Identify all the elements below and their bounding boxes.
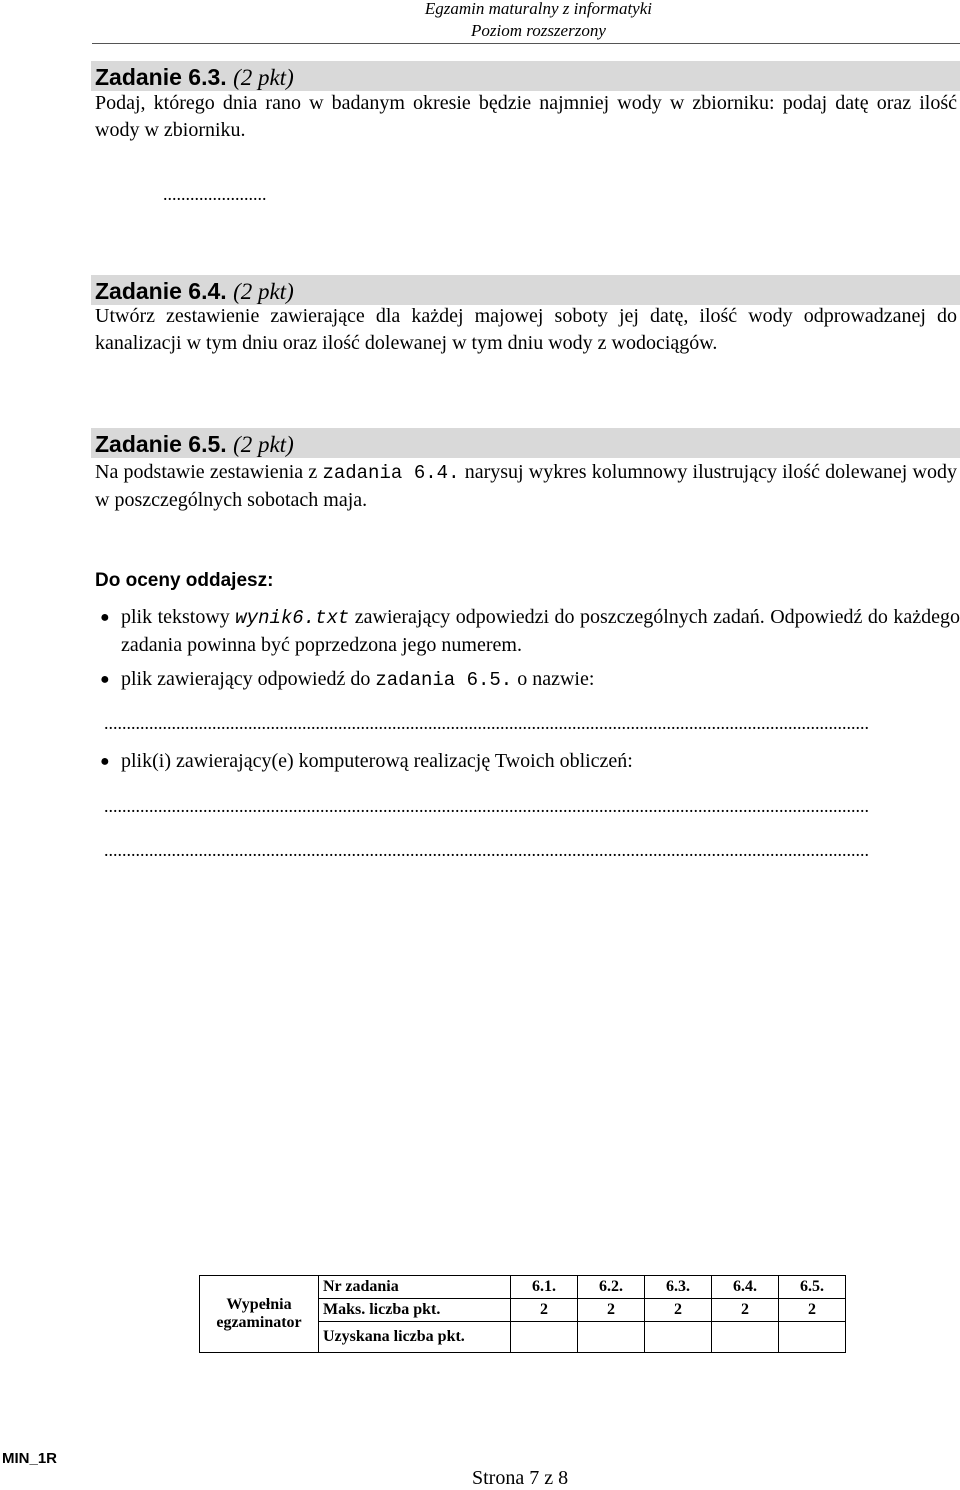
task-6-3-answer-line: ....................... [163,184,267,204]
task-number-label: Nr zadania [319,1276,511,1299]
task-6-3-heading [91,61,960,91]
bullet-icon: ● [100,671,110,688]
obtained-points-label: Uzyskana liczba pkt. [319,1322,511,1353]
page-number: Strona 7 z 8 [472,1467,569,1489]
task-number-cell: 6.2. [578,1276,645,1299]
task-6-3-text: Podaj, którego dnia rano w badanym okresie będzie najmniej wody w zbiorniku: podaj datę oraz ilość wody w zbiorniku. [95,92,957,141]
header-divider [92,43,960,44]
obtained-points-cell[interactable] [779,1322,846,1353]
task-number-cell: 6.5. [779,1276,846,1299]
task-6-5-points: (2 pkt) [233,432,294,457]
obtained-points-cell[interactable] [712,1322,779,1353]
task-6-4-points: (2 pkt) [233,279,294,304]
examiner-label: Wypełnia egzaminator [200,1276,319,1353]
exam-code: MIN_1R [2,1450,58,1467]
obtained-points-cell[interactable] [645,1322,712,1353]
task-6-3-points: (2 pkt) [233,65,294,90]
max-points-cell: 2 [712,1299,779,1322]
obtained-points-cell[interactable] [578,1322,645,1353]
examiner-score-table [199,1275,846,1353]
max-points-cell: 2 [779,1299,846,1322]
results-filename: wynik6.txt [235,607,350,629]
exam-level: Poziom rozszerzony [470,21,606,40]
task-6-4-text: Utwórz zestawienie zawierające dla każdej majowej soboty jej datę, ilość wody odprowadzanej do kanalizacji w tym dniu oraz ilość dolewanej w tym dniu wody z wodociągów. [95,305,957,354]
exam-title: Egzamin maturalny z informatyki [424,0,652,18]
task-6-5-code-ref: zadania 6.4. [322,462,460,484]
submission-heading: Do oceny oddajesz: [95,570,274,591]
task-number-cell: 6.1. [511,1276,578,1299]
bullet-icon: ● [100,609,110,626]
max-points-cell: 2 [645,1299,712,1322]
computation-filename-line-1: .......................................................................................................................................................................... [104,796,869,816]
obtained-points-cell[interactable] [511,1322,578,1353]
max-points-cell: 2 [578,1299,645,1322]
task-6-5-text-end: narysuj wykres kolumnowy ilustrujący ilość dolewanej wody w poszczególnych sobotach maja. [95,461,958,511]
task-6-5-title: Zadanie 6.5. [95,431,227,457]
computation-filename-line-2: .......................................................................................................................................................................... [104,840,869,860]
max-points-label: Maks. liczba pkt. [319,1299,511,1322]
task-number-cell: 6.3. [645,1276,712,1299]
max-points-cell: 2 [511,1299,578,1322]
bullet-icon: ● [100,753,110,770]
task-number-cell: 6.4. [712,1276,779,1299]
task-6-5-text [95,459,957,514]
chart-filename-line: .......................................................................................................................................................................... [104,713,869,733]
task-6-5-text-start: Na podstawie zestawienia z [95,461,323,483]
page-header [425,0,652,42]
task-6-4-heading [91,275,960,305]
task-6-4-title: Zadanie 6.4. [95,278,227,304]
task-6-3-title: Zadanie 6.3. [95,64,227,90]
chart-task-ref: zadania 6.5. [375,669,513,691]
task-6-5-heading [91,428,960,458]
